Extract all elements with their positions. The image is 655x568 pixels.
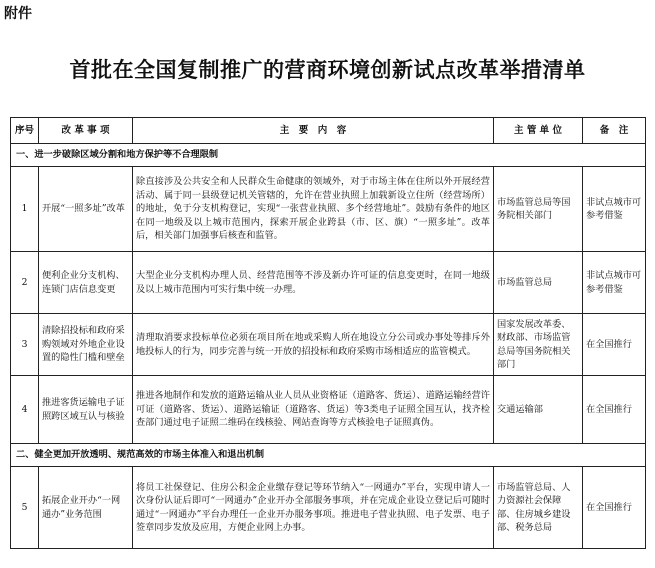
header-item: 改 革 事 项: [39, 118, 133, 144]
document-title: 首批在全国复制推广的营商环境创新试点改革举措清单: [69, 57, 586, 82]
row-content: 推进各地制作和发放的道路运输从业人员从业资格证（道路客、货运）、道路运输经营许可证（道路客、货运）、道路运输证（道路客、货运）等3类电子证照全国互认，找齐检查部门通过电子证照二维码在线核验、网站查询等方式核验电子证照真伪。: [133, 376, 494, 444]
row-index: 2: [11, 252, 39, 314]
table-row: [11, 252, 646, 314]
section-heading-row: [11, 444, 646, 467]
section-heading-row: [11, 144, 646, 167]
row-content: 大型企业分支机构办理人员、经营范围等不涉及新办许可证的信息变更时，在同一地级及以上城市范围内可实行集中统一办理。: [133, 252, 494, 314]
row-item: 开展“一照多址”改革: [39, 167, 133, 252]
row-department: 市场监管总局、人力资源社会保障部、住房城乡建设部、税务总局: [494, 467, 583, 549]
row-item: 推进客货运输电子证照跨区域互认与核验: [39, 376, 133, 444]
section-heading: 一、进一步破除区域分割和地方保护等不合理限制: [11, 144, 646, 167]
row-content: 将员工社保登记、住房公积金企业缴存登记等环节纳入“一网通办”平台，实现申请人一次身份认证后即可“一网通办”企业开办全部服务事项，并在完成企业设立登记后可随时通过“一网通办”平台办理任一企业开办服务事项。推进电子营业执照、电子发票、电子签章同步发放及应用，方便企业网上办事。: [133, 467, 494, 549]
section-heading: 二、健全更加开放透明、规范高效的市场主体准入和退出机制: [11, 444, 646, 467]
row-content: 清理取消要求投标单位必须在项目所在地或采购人所在地设立分公司或办事处等排斥外地投标人的行为，同步完善与统一开放的招投标和政府采购市场相适应的监管模式。: [133, 314, 494, 376]
row-remark: 非试点城市可参考借鉴: [583, 252, 646, 314]
row-remark: 在全国推行: [583, 314, 646, 376]
row-department: 市场监管总局: [494, 252, 583, 314]
row-item: 拓展企业开办“一网通办”业务范围: [39, 467, 133, 549]
row-remark: 在全国推行: [583, 467, 646, 549]
reform-measures-table: [10, 117, 646, 549]
header-remark: 备 注: [583, 118, 646, 144]
row-remark: 非试点城市可参考借鉴: [583, 167, 646, 252]
row-index: 4: [11, 376, 39, 444]
row-department: 国家发展改革委、财政部、市场监管总局等国务院相关部门: [494, 314, 583, 376]
row-department: 市场监管总局等国务院相关部门: [494, 167, 583, 252]
row-index: 3: [11, 314, 39, 376]
table-row: [11, 376, 646, 444]
row-index: 5: [11, 467, 39, 549]
header-index: 序号: [11, 118, 39, 144]
row-remark: 在全国推行: [583, 376, 646, 444]
row-content: 除直接涉及公共安全和人民群众生命健康的领域外，对于市场主体在住所以外开展经营活动、属于同一县级登记机关管辖的，允许在营业执照上加载新设立住所（经营场所）的地址，免于分支机构登记，实现“一张营业执照、多个经营地址”。鼓励有条件的地区在同一地级及以上城市范围内，探索开展企业跨县（市、区、旗）“一照多址”。改革后，相关部门加强事后核查和监管。: [133, 167, 494, 252]
table-header-row: [11, 118, 646, 144]
table-row: [11, 167, 646, 252]
header-content: 主 要 内 容: [133, 118, 494, 144]
header-department: 主 管 单 位: [494, 118, 583, 144]
row-department: 交通运输部: [494, 376, 583, 444]
row-index: 1: [11, 167, 39, 252]
attachment-label: 附件: [4, 6, 32, 22]
row-item: 清除招投标和政府采购领域对外地企业设置的隐性门槛和壁垒: [39, 314, 133, 376]
table-row: [11, 467, 646, 549]
row-item: 便利企业分支机构、连锁门店信息变更: [39, 252, 133, 314]
table-row: [11, 314, 646, 376]
